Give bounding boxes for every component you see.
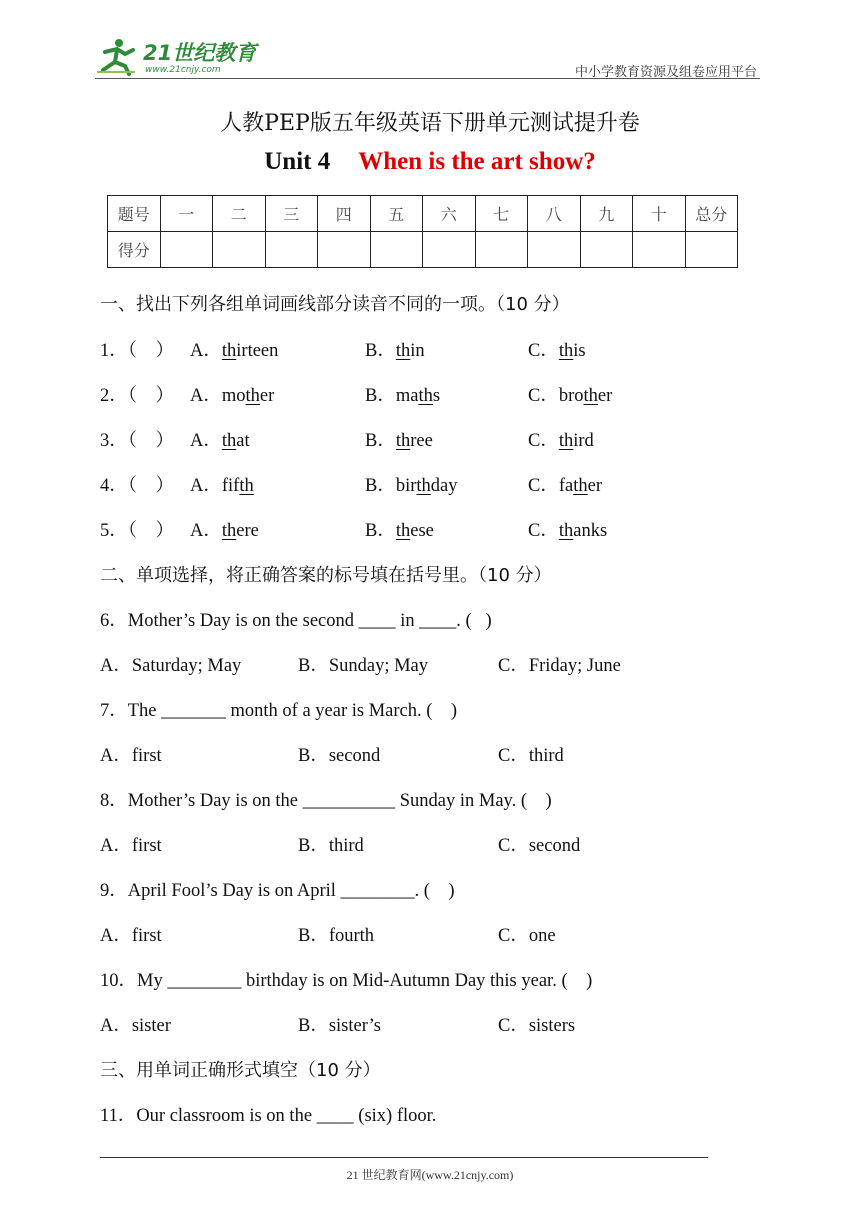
score-cell: 四	[318, 196, 371, 232]
score-input-cell[interactable]	[685, 232, 738, 268]
logo	[95, 36, 265, 76]
score-row-label: 得分	[108, 232, 161, 268]
runner-icon	[97, 39, 135, 74]
score-cell: 六	[423, 196, 476, 232]
score-cell: 八	[528, 196, 581, 232]
unit-label: Unit 4	[264, 148, 331, 175]
score-input-cell[interactable]	[633, 232, 686, 268]
option-b: B．sister’s	[298, 1016, 381, 1036]
question-number: 2．（ ）	[100, 386, 175, 406]
question-stem: 9．April Fool’s Day is on April ________. ( )	[100, 881, 455, 901]
option-c: C．father	[528, 476, 602, 496]
score-cell: 二	[213, 196, 266, 232]
page-title: 人教PEP版五年级英语下册单元测试提升卷	[220, 111, 640, 136]
option-b: B．three	[365, 431, 433, 451]
score-cell: 总分	[685, 196, 738, 232]
score-input-cell[interactable]	[528, 232, 581, 268]
option-b: B．second	[298, 746, 381, 766]
question-number: 5．（ ）	[100, 521, 175, 541]
option-b: B．thin	[365, 341, 425, 361]
option-b: B．these	[365, 521, 434, 541]
option-a: A．fifth	[190, 476, 254, 496]
question-stem: 11．Our classroom is on the ____ (six) floor.	[100, 1106, 437, 1126]
score-cell: 十	[633, 196, 686, 232]
question-stem: 7．The _______ month of a year is March. ( )	[100, 701, 458, 721]
option-a: A．first	[100, 836, 162, 856]
section3-heading: 三、用单词正确形式填空（10 分）	[100, 1060, 381, 1081]
option-a: A．there	[190, 521, 259, 541]
logo-url: www.21cnjy.com	[145, 65, 221, 75]
header-platform-text: 中小学教育资源及组卷应用平台	[574, 65, 757, 80]
option-c: C．one	[498, 926, 556, 946]
option-b: B．maths	[365, 386, 441, 406]
score-input-cell[interactable]	[370, 232, 423, 268]
option-a: A．thirteen	[190, 341, 279, 361]
question-stem: 8．Mother’s Day is on the __________ Sunday in May. ( )	[100, 791, 552, 811]
option-a: A．first	[100, 746, 162, 766]
question-number: 4．（ ）	[100, 476, 175, 496]
option-a: A．first	[100, 926, 162, 946]
question-stem: 6．Mother’s Day is on the second ____ in ____. ( )	[100, 611, 492, 631]
option-c: C．third	[528, 431, 594, 451]
score-input-cell[interactable]	[580, 232, 633, 268]
section1-heading: 一、找出下列各组单词画线部分读音不同的一项。（10 分）	[100, 294, 570, 315]
unit-topic: When is the art show?	[358, 148, 596, 175]
score-input-cell[interactable]	[160, 232, 213, 268]
option-b: B．birthday	[365, 476, 458, 496]
footer-text: 21 世纪教育网(www.21cnjy.com)	[346, 1168, 514, 1182]
score-input-cell[interactable]	[423, 232, 476, 268]
score-cell: 三	[265, 196, 318, 232]
score-input-cell[interactable]	[318, 232, 371, 268]
option-c: C．this	[528, 341, 586, 361]
option-c: C．third	[498, 746, 564, 766]
option-b: B．fourth	[298, 926, 375, 946]
option-a: A．mother	[190, 386, 275, 406]
score-table-header-row	[108, 196, 738, 232]
option-a: A．that	[190, 431, 250, 451]
score-cell: 九	[580, 196, 633, 232]
logo-text: 21世纪教育	[143, 41, 257, 65]
question-number: 1．（ ）	[100, 341, 175, 361]
score-table-score-row	[108, 232, 738, 268]
option-a: A．Saturday; May	[100, 656, 242, 676]
option-c: C．thanks	[528, 521, 608, 541]
option-b: B．Sunday; May	[298, 656, 429, 676]
option-c: C．brother	[528, 386, 613, 406]
score-cell: 七	[475, 196, 528, 232]
score-cell: 五	[370, 196, 423, 232]
score-cell: 一	[160, 196, 213, 232]
page-header	[95, 30, 760, 78]
option-c: C．sisters	[498, 1016, 576, 1036]
question-number: 3．（ ）	[100, 431, 175, 451]
option-b: B．third	[298, 836, 364, 856]
question-stem: 10．My ________ birthday is on Mid-Autumn Day this year. ( )	[100, 971, 593, 991]
option-c: C．Friday; June	[498, 656, 621, 676]
option-c: C．second	[498, 836, 581, 856]
section2-heading: 二、单项选择，将正确答案的标号填在括号里。（10 分）	[100, 565, 552, 586]
option-a: A．sister	[100, 1016, 171, 1036]
score-input-cell[interactable]	[265, 232, 318, 268]
score-table	[107, 195, 738, 268]
score-cell: 题号	[108, 196, 161, 232]
footer-divider	[100, 1157, 708, 1158]
score-input-cell[interactable]	[213, 232, 266, 268]
score-input-cell[interactable]	[475, 232, 528, 268]
page-subtitle	[0, 148, 860, 176]
header-divider	[95, 78, 760, 79]
